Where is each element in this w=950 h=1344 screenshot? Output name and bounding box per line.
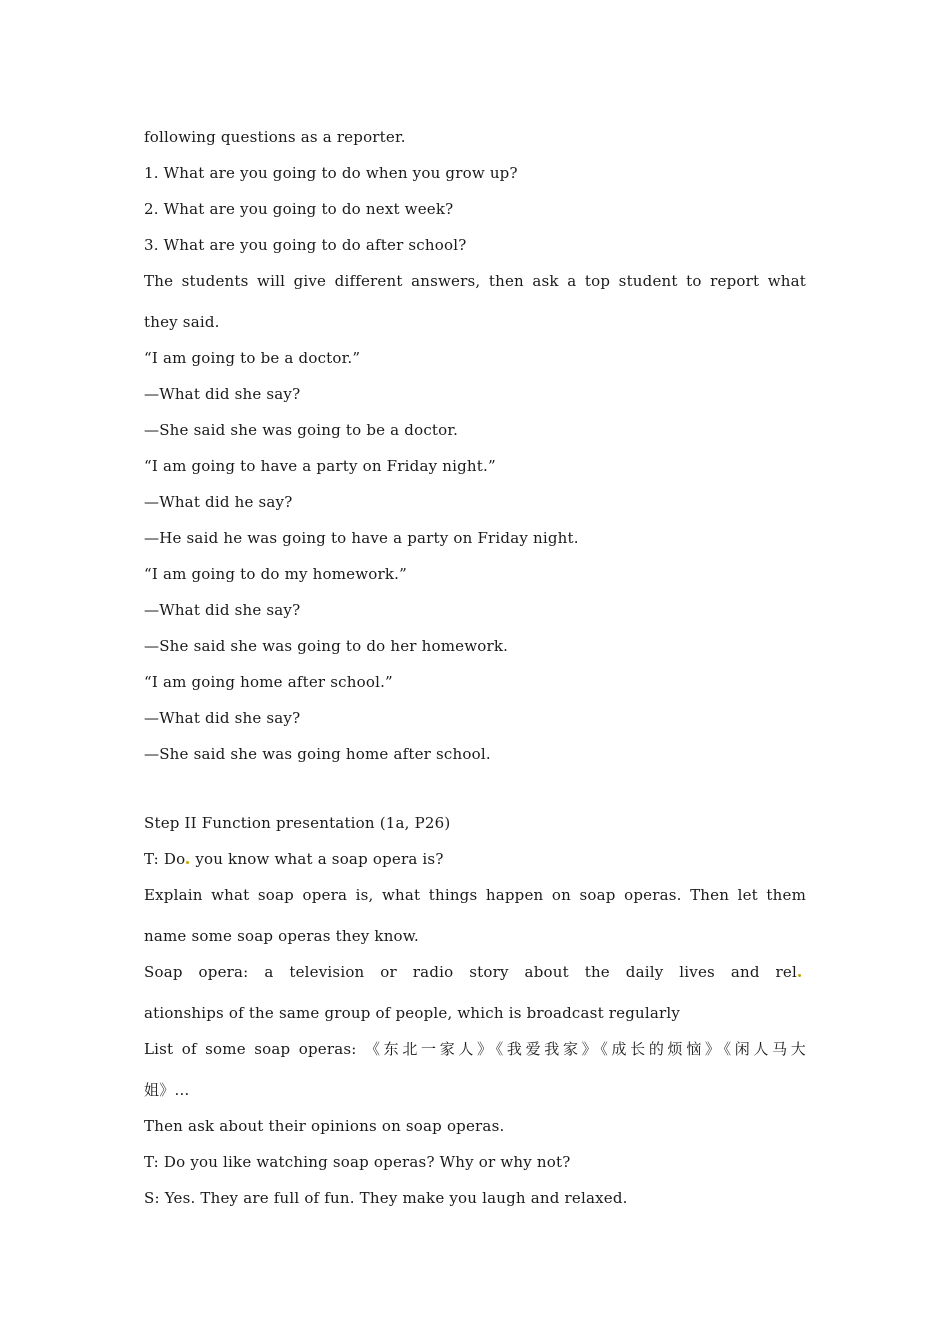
mark-dot-icon [798,974,801,977]
quote-line: “I am going to be a doctor.” [144,349,361,367]
question-1: 1. What are you going to do when you grow up? [144,164,518,182]
text-line: name some soap operas they know. [144,927,420,945]
text-line: The students will give different answers, then ask a top student to report what [144,272,806,290]
dialogue-line: —What did she say? [144,709,301,727]
quote-line: “I am going home after school.” [144,673,393,691]
text-fragment: T: Do [144,850,186,868]
quote-line: “I am going to do my homework.” [144,565,408,583]
definition-line [144,962,802,982]
text-line: they said. [144,313,220,331]
question-2: 2. What are you going to do next week? [144,200,454,218]
section-heading: Step II Function presentation (1a, P26) [144,814,451,832]
text-fragment: Soap opera: a television or radio story about the daily lives and rel [144,963,797,981]
soap-opera-list: List of some soap operas: 《东北一家人》《我爱我家》《成长的烦恼》《闲人马大 [144,1040,806,1058]
dialogue-line: —What did she say? [144,601,301,619]
teacher-line [144,849,444,869]
text-line: following questions as a reporter. [144,128,406,146]
dialogue-line: —He said he was going to have a party on Friday night. [144,529,579,547]
dialogue-line: —She said she was going home after school. [144,745,491,763]
teacher-line: T: Do you like watching soap operas? Why or why not? [144,1153,571,1171]
dialogue-line: —What did she say? [144,385,301,403]
mark-dot-icon [186,861,189,864]
text-line: Explain what soap opera is, what things happen on soap operas. Then let them [144,886,806,904]
student-line: S: Yes. They are full of fun. They make you laugh and relaxed. [144,1189,628,1207]
text-fragment: you know what a soap opera is? [190,850,444,868]
question-3: 3. What are you going to do after school? [144,236,467,254]
quote-line: “I am going to have a party on Friday night.” [144,457,496,475]
text-line: Then ask about their opinions on soap operas. [144,1117,505,1135]
definition-line: ationships of the same group of people, which is broadcast regularly [144,1004,681,1022]
dialogue-line: —She said she was going to be a doctor. [144,421,459,439]
dialogue-line: —She said she was going to do her homework. [144,637,509,655]
soap-opera-list: 姐》… [144,1081,190,1099]
dialogue-line: —What did he say? [144,493,293,511]
